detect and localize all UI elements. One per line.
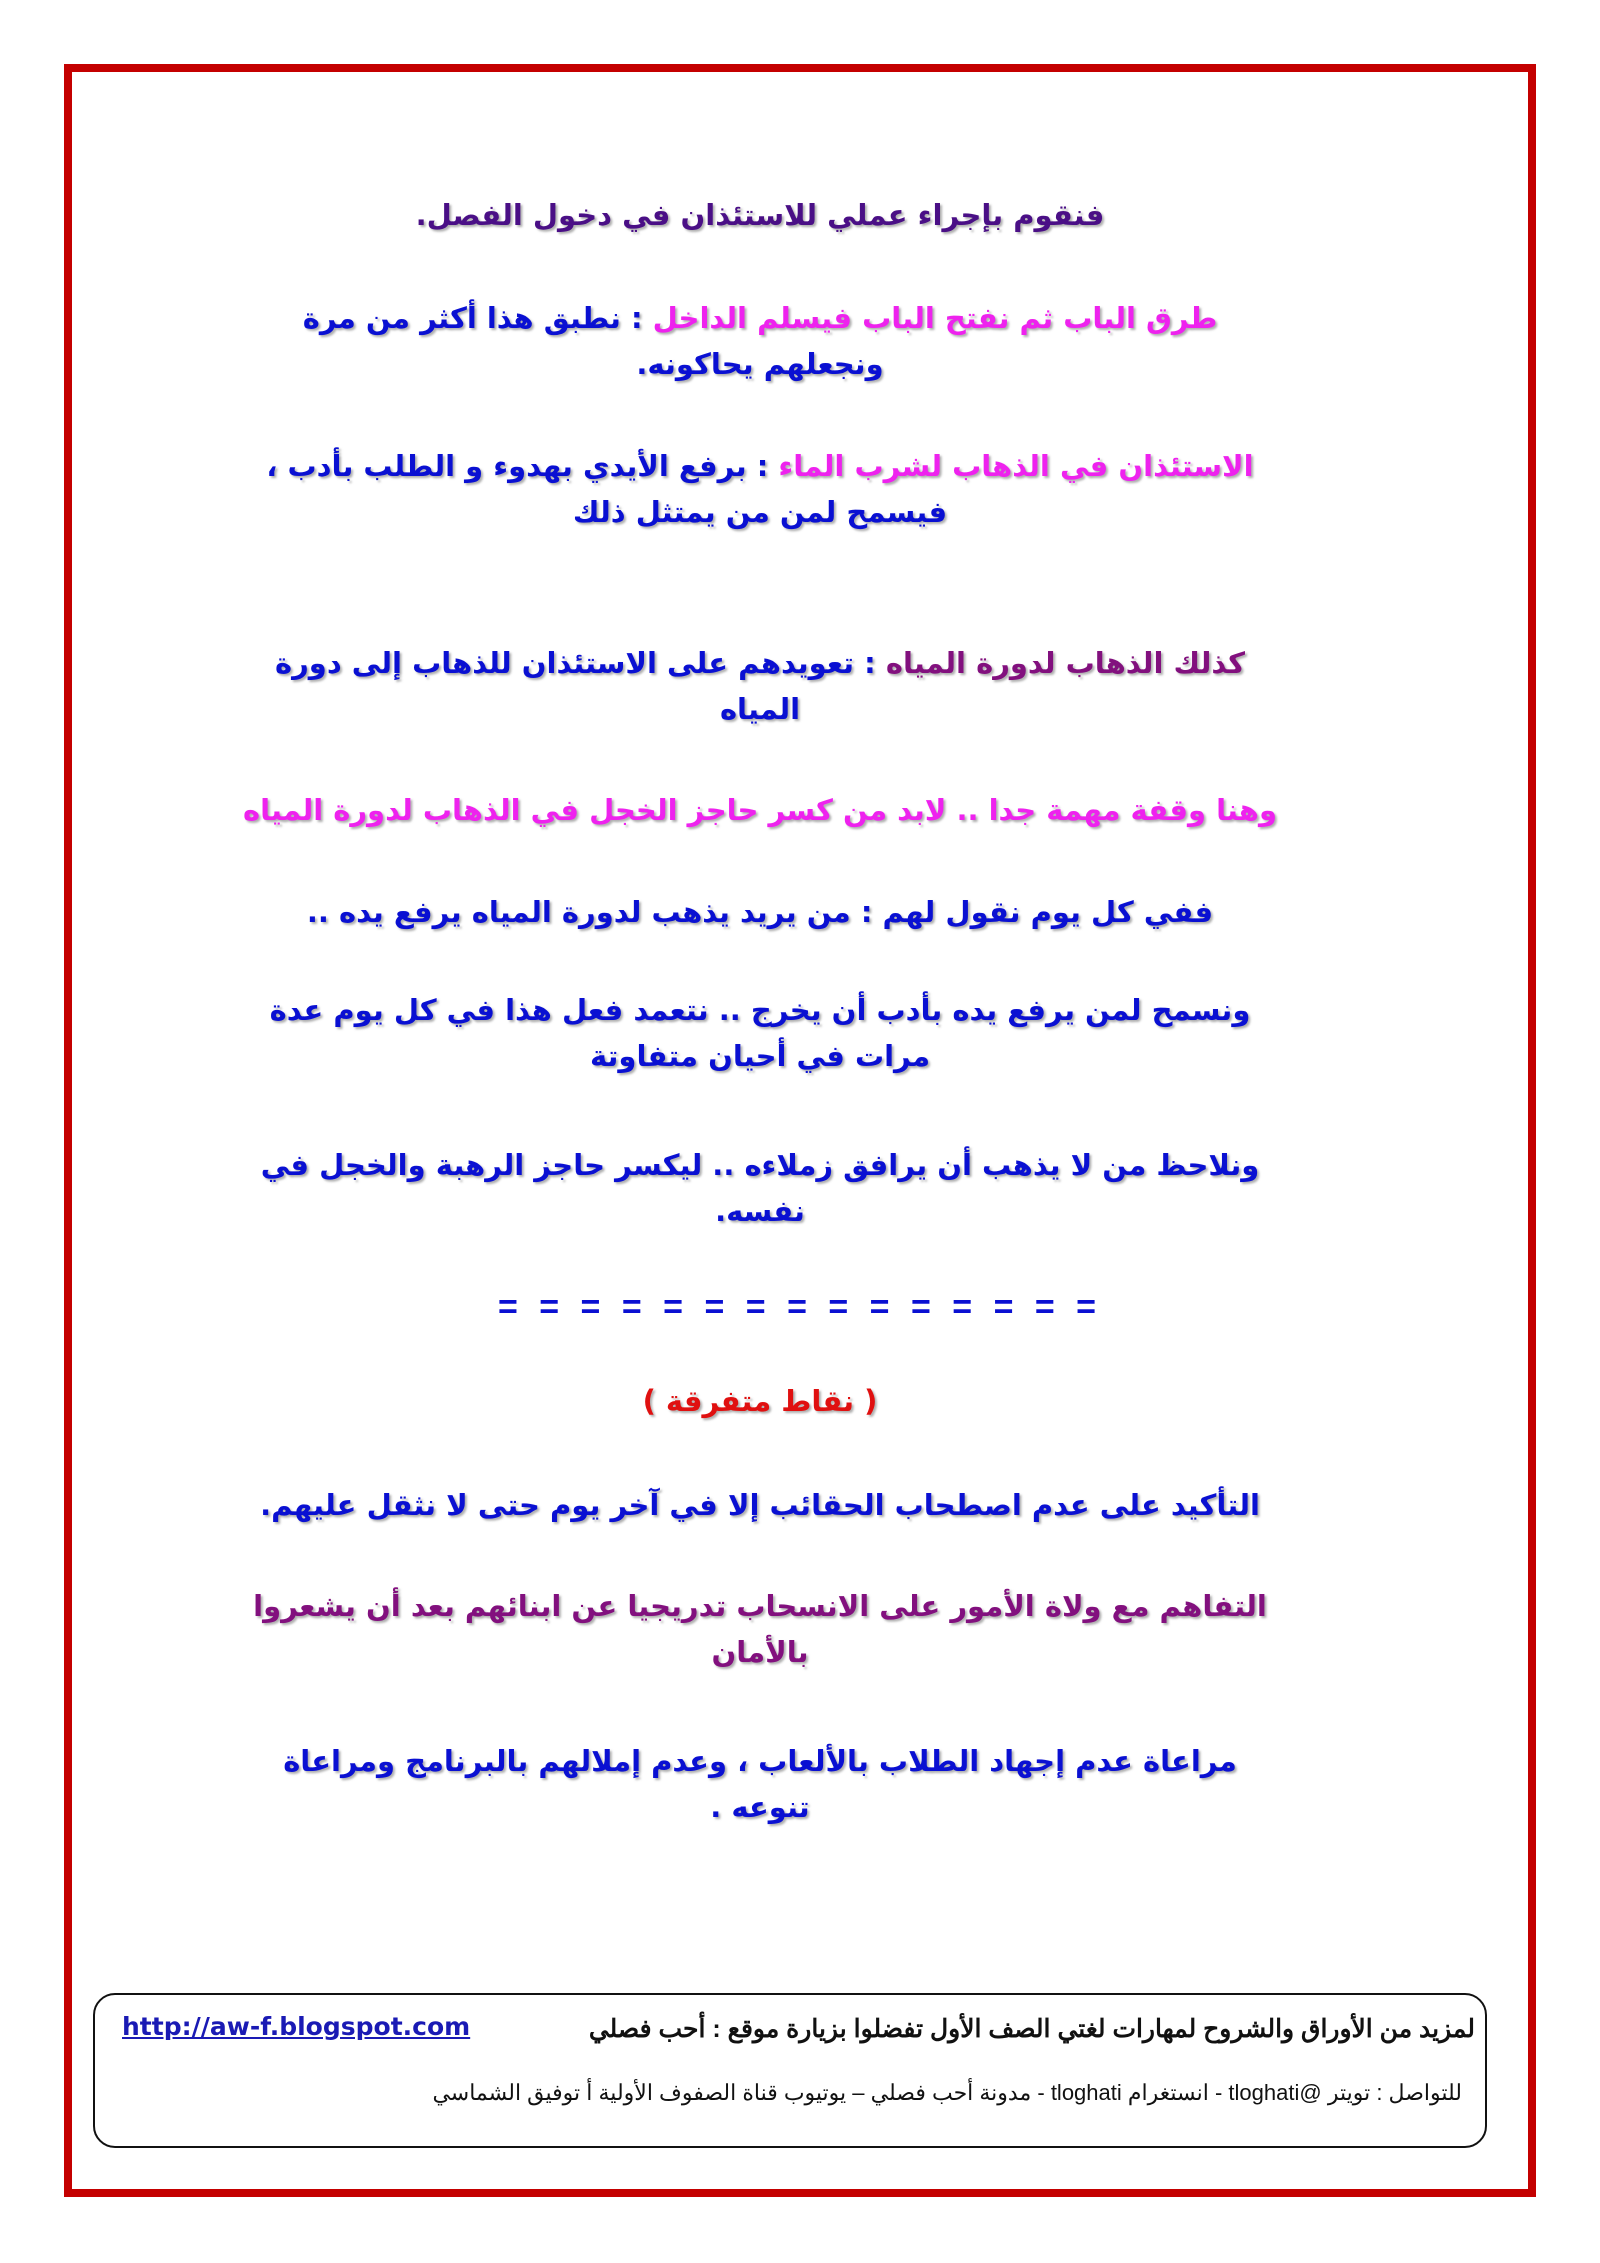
paragraph-label: كذلك الذهاب لدورة المياه xyxy=(885,646,1245,680)
paragraph-accompany: ونلاحظ من لا يذهب أن يرافق زملاءه .. ليكسر حاجز الرهبة والخجل في xyxy=(260,1148,1260,1182)
paragraph-games: مراعاة عدم إجهاد الطلاب بالألعاب ، وعدم إملالهم بالبرنامج ومراعاة xyxy=(283,1744,1237,1778)
paragraph-knock-door xyxy=(230,295,1290,341)
paragraph-allow-exit-cont: مرات في أحيان متفاوتة xyxy=(589,1039,931,1073)
paragraph-text: نطبق هذا أكثر من مرة xyxy=(302,301,621,335)
paragraph-text: تعويدهم على الاستئذان للذهاب إلى دورة xyxy=(274,646,855,680)
footer-contact-text: للتواصل : تويتر @tloghati - انستغرام tloghati - مدونة أحب فصلي – يوتيوب قناة الصفوف الأولية أ توفيق الشماسي xyxy=(432,2080,1462,2105)
paragraph-daily-ask: ففي كل يوم نقول لهم : من يريد يذهب لدورة المياه يرفع يده .. xyxy=(306,895,1214,929)
paragraph-allow-exit: ونسمح لمن يرفع يده بأدب أن يخرج .. نتعمد فعل هذا في كل يوم عدة xyxy=(269,993,1251,1027)
paragraph-text: برفع الأيدي بهدوء و الطلب بأدب ، xyxy=(266,449,747,483)
paragraph-label: طرق الباب ثم نفتح الباب فيسلم الداخل xyxy=(652,301,1218,335)
section-title: فنقوم بإجراء عملي للاستئذان في دخول الفصل. xyxy=(415,198,1105,232)
footer-website-link[interactable]: http://aw-f.blogspot.com xyxy=(122,2012,471,2041)
paragraph-knock-door-cont: ونجعلهم يحاكونه. xyxy=(636,347,884,381)
paragraph-label: الاستئذان في الذهاب لشرب الماء xyxy=(778,449,1254,483)
equals-separator: = = = = = = = = = = = = = = = xyxy=(497,1288,1103,1326)
paragraph-parents: التفاهم مع ولاة الأمور على الانسحاب تدريجيا عن ابنائهم بعد أن يشعروا xyxy=(253,1589,1267,1623)
paragraph-drink-water xyxy=(230,443,1290,489)
label-separator: : xyxy=(620,301,653,335)
paragraph-parents-cont: بالأمان xyxy=(711,1635,809,1669)
misc-points-heading: ( نقاط متفرقة ) xyxy=(642,1384,878,1418)
paragraph-important-note: وهنا وقفة مهمة جدا .. لابد من كسر حاجز الخجل في الذهاب لدورة المياه xyxy=(243,793,1277,827)
paragraph-restroom-cont: المياه xyxy=(719,692,801,726)
label-separator: : xyxy=(854,646,886,680)
paragraph-games-cont: تنوعه . xyxy=(710,1790,810,1824)
paragraph-accompany-cont: نفسه. xyxy=(715,1194,805,1228)
label-separator: : xyxy=(746,449,779,483)
paragraph-restroom xyxy=(230,640,1290,686)
paragraph-drink-water-cont: فيسمح لمن من يمتثل ذلك xyxy=(572,495,948,529)
paragraph-bags: التأكيد على عدم اصطحاب الحقائب إلا في آخر يوم حتى لا نثقل عليهم. xyxy=(260,1488,1260,1522)
footer-promo-text: لمزيد من الأوراق والشروح لمهارات لغتي الصف الأول تفضلوا بزيارة موقع : أحب فصلي xyxy=(588,2015,1475,2043)
